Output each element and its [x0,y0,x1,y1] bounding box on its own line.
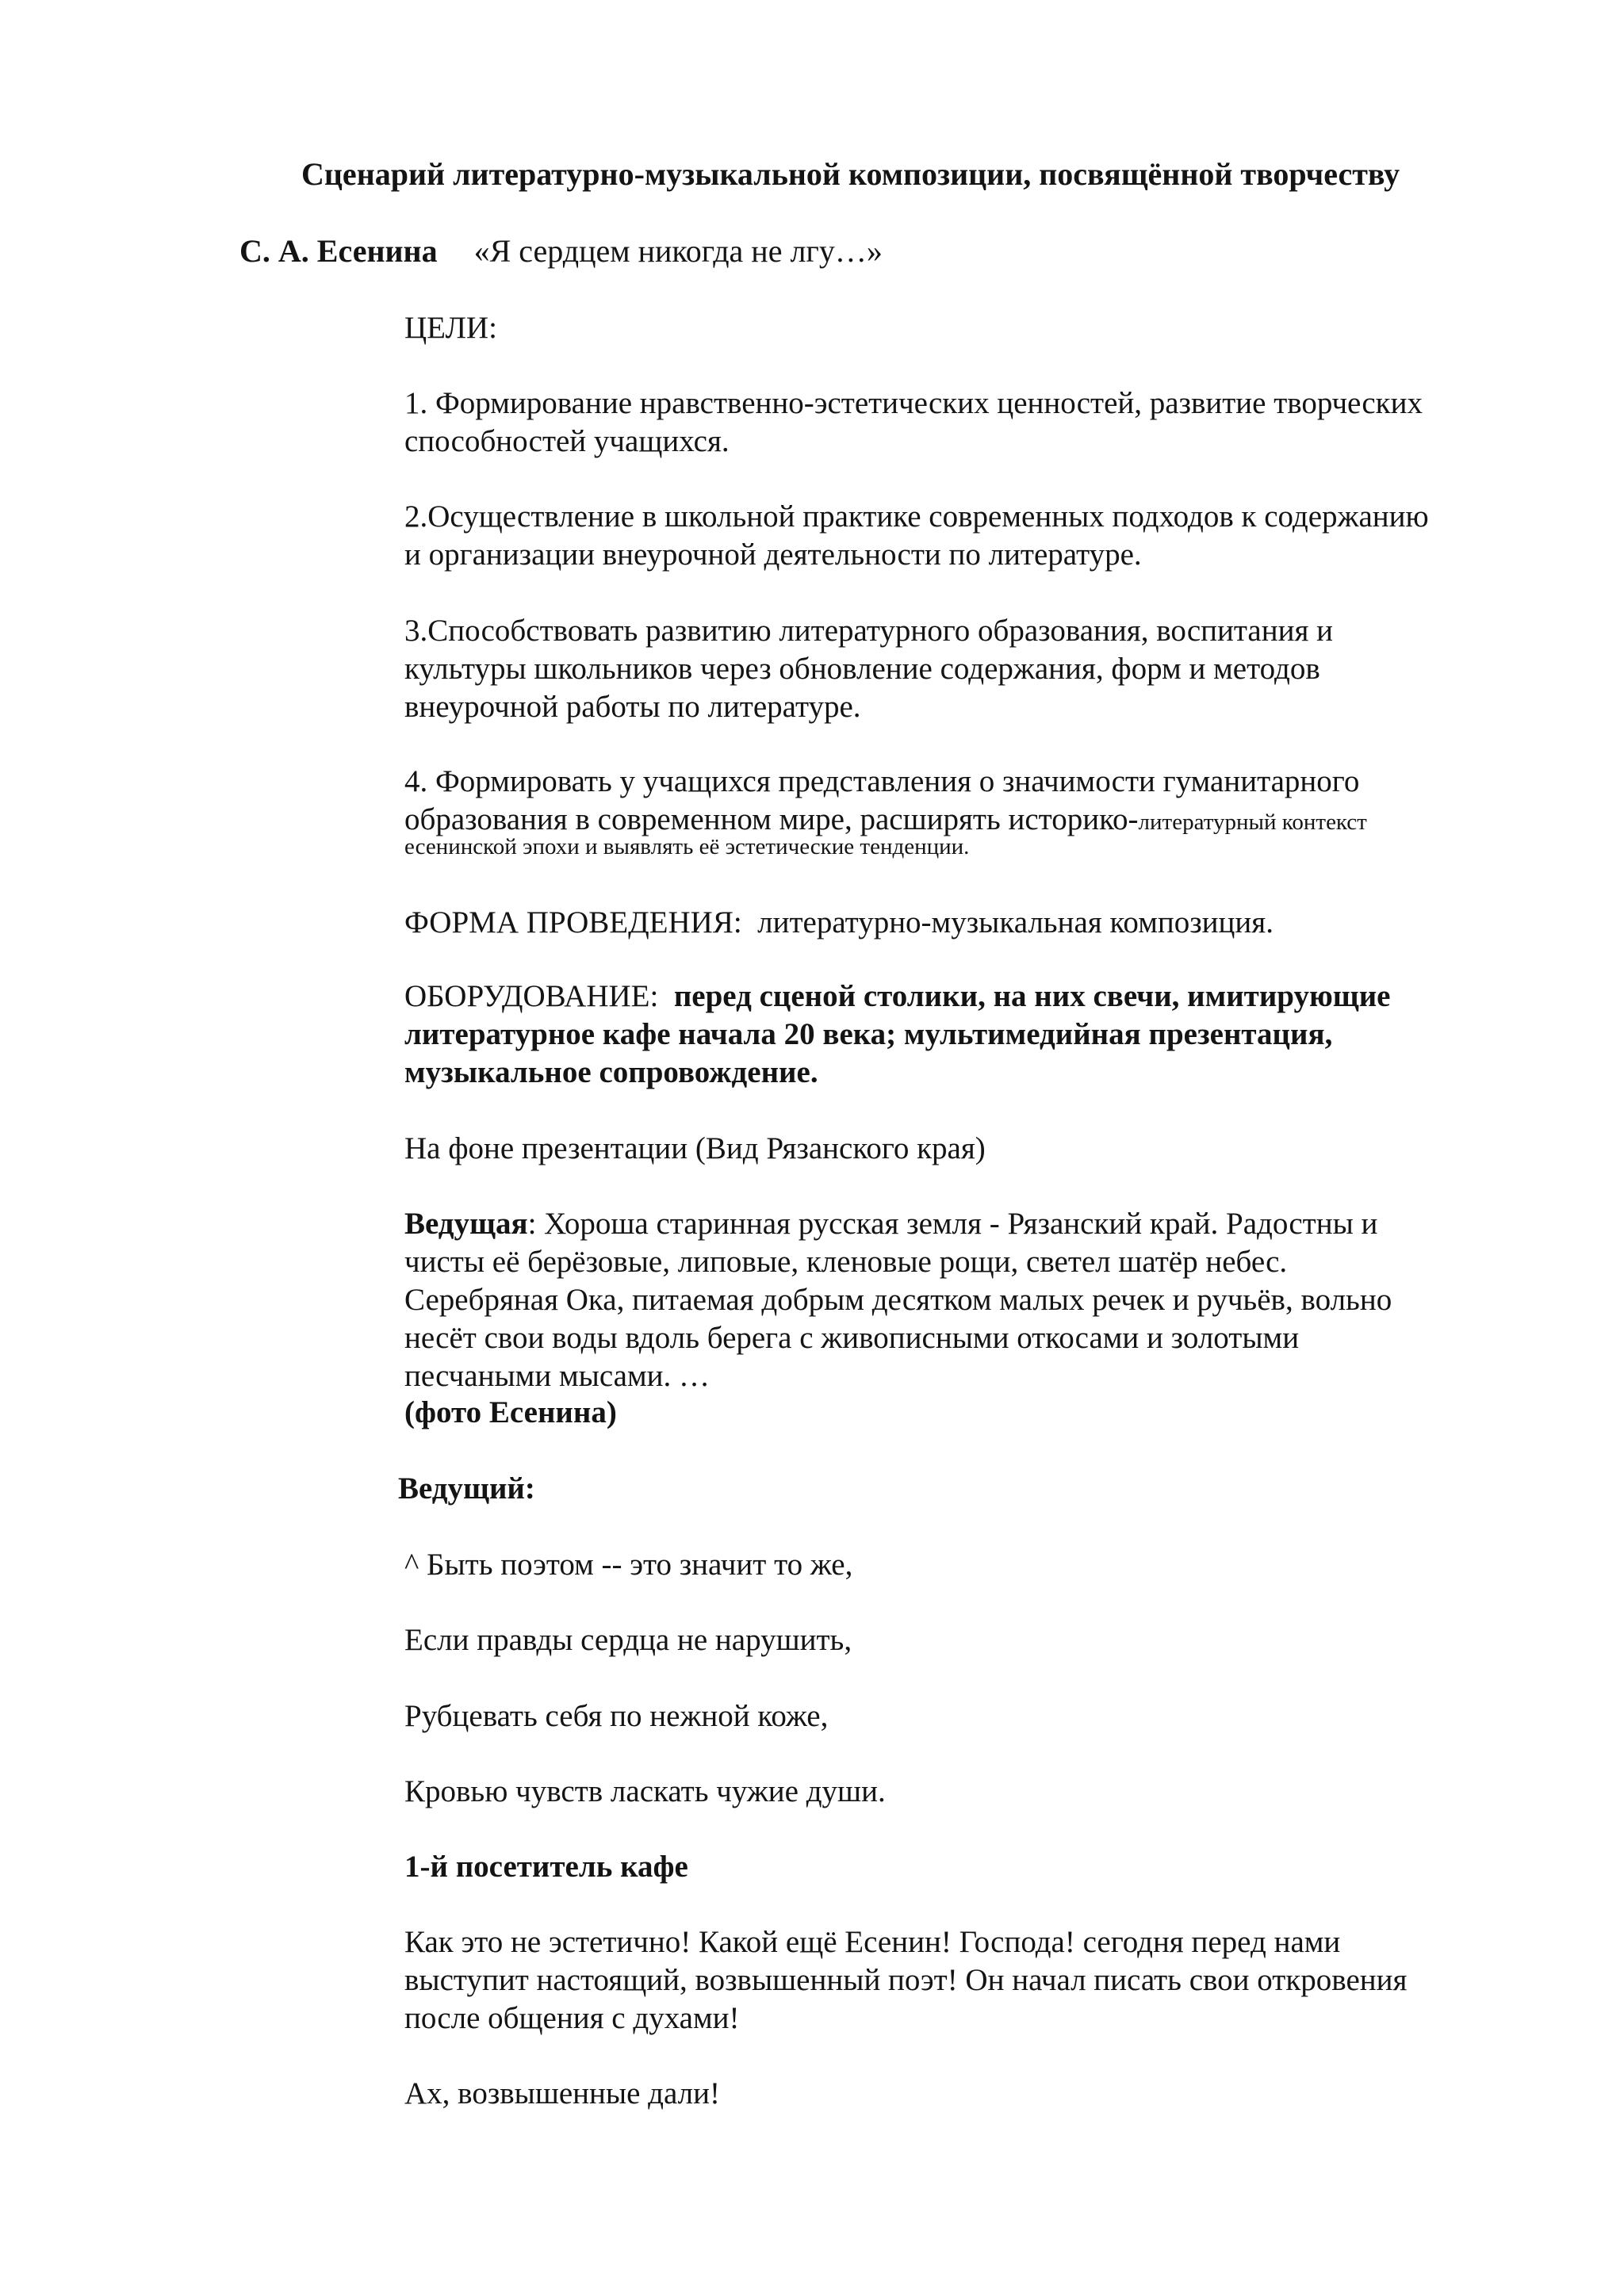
visitor-1-label: 1-й посетитель кафе [404,1850,688,1884]
goal-4-line-1: 4. Формировать у учащихся представления о значимости гуманитарного [404,764,1360,798]
host-female-line-2: чисты её берёзовые, липовые, кленовые рощи, светел шатёр небес. [404,1245,1288,1279]
goal-4-line-2-small: литературный контекст [1138,809,1367,835]
equipment-line-1 [404,978,1391,1016]
equipment-line-3: музыкальное сопровождение. [404,1055,818,1089]
goal-1-line-1: 1. Формирование нравственно-эстетических ценностей, развитие творческих [404,386,1423,420]
poem-line-3: Рубцевать себя по нежной коже, [404,1699,829,1733]
host-female-label: Ведущая [404,1207,528,1241]
goal-4-line-3: есенинской эпохи и выявлять её эстетические тенденции. [404,834,970,859]
equipment-label: ОБОРУДОВАНИЕ: [404,979,659,1013]
poem-line-1: ^ Быть поэтом -- это значит то же, [404,1548,853,1582]
title-subline [239,232,883,270]
goal-4-line-2-main: образования в современном мире, расширять историко- [404,802,1139,836]
goal-1-line-2: способностей учащихся. [404,424,730,458]
host-female-text-1: : Хороша старинная русская земля - Рязанский край. Радостны и [527,1207,1378,1241]
goal-3-line-1: 3.Способствовать развитию литературного образования, воспитания и [404,614,1334,648]
form-value: литературно-музыкальная композиция. [757,905,1274,939]
host-female-line-3: Серебряная Ока, питаемая добрым десятком малых речек и ручьёв, вольно [404,1283,1392,1317]
goal-2-line-1: 2.Осуществление в школьной практике современных подходов к содержанию [404,499,1429,534]
host-female-line-5: песчаными мысами. … [404,1359,710,1393]
background-note: На фоне презентации (Вид Рязанского края) [404,1131,986,1165]
visitor-1-line-2: выступит настоящий, возвышенный поэт! Он начал писать свои откровения [404,1963,1408,1997]
equipment-line-2: литературное кафе начала 20 века; мультимедийная презентация, [404,1017,1333,1051]
visitor-1-line-1: Как это не эстетично! Какой ещё Есенин! Господа! сегодня перед нами [404,1925,1341,1959]
host-male-label: Ведущий: [398,1471,535,1506]
visitor-1-line-3: после общения с духами! [404,2001,740,2035]
title-line: Сценарий литературно-музыкальной композиции, посвящённой творчеству [301,156,1400,192]
form-line [404,904,1274,942]
title-quote: «Я сердцем никогда не лгу…» [473,233,883,269]
form-label: ФОРМА ПРОВЕДЕНИЯ: [404,905,742,939]
photo-note: (фото Есенина) [404,1395,617,1429]
author-name: С. А. Есенина [239,233,438,269]
goal-3-line-3: внеурочной работы по литературе. [404,690,861,724]
goals-heading: ЦЕЛИ: [404,311,497,345]
host-female-line-1 [404,1205,1377,1243]
equipment-text-1: перед сценой столики, на них свечи, имитирующие [673,979,1391,1013]
goal-3-line-2: культуры школьников через обновление содержания, форм и методов [404,652,1320,686]
poem-line-4: Кровью чувств ласкать чужие души. [404,1774,886,1808]
visitor-1-exclamation: Ах, возвышенные дали! [404,2076,720,2110]
host-female-line-4: несёт свои воды вдоль берега с живописными откосами и золотыми [404,1321,1300,1355]
goal-2-line-2: и организации внеурочной деятельности по литературе. [404,538,1142,572]
poem-line-2: Если правды сердца не нарушить, [404,1623,852,1657]
